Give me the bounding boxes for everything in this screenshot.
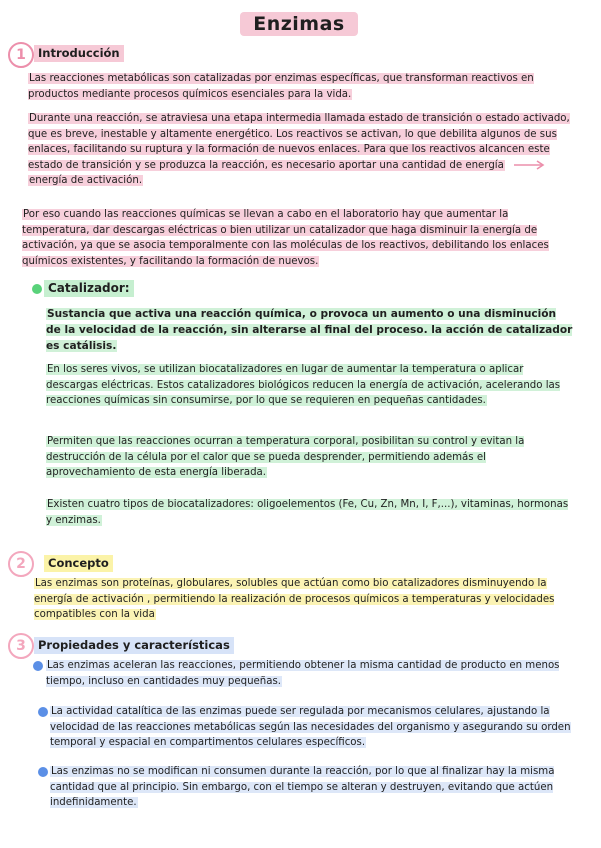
catalizador-paragraph-3-text: Permiten que las reacciones ocurran a temperatura corporal, posibilitan su control y evitan la destrucción de la célula por el calor que se pueda desprender, permitiendo además el aprovechamiento de esta energía liberada. (46, 436, 525, 478)
catalizador-definition (46, 306, 574, 354)
intro-paragraph-1 (28, 71, 576, 102)
intro-paragraph-1-text: Las reacciones metabólicas son catalizadas por enzimas específicas, que transforman reactivos en productos mediante procesos químicos esenciales para la vida. (28, 73, 534, 100)
catalizador-definition-text: Sustancia que activa una reacción química, o provoca un aumento o una disminución de la velocidad de la reacción, sin alterarse al final del proceso. la acción de catalizador es catálisis. (46, 308, 573, 352)
catalizador-paragraph-3 (46, 434, 574, 481)
propiedad-2 (50, 704, 578, 751)
catalizador-paragraph-4-text: Existen cuatro tipos de biocatalizadores: oligoelementos (Fe, Cu, Zn, Mn, I, F,...), vitaminas, hormonas y enzimas. (46, 499, 569, 526)
energia-activacion-term: energía de activación. (29, 175, 143, 186)
propiedad-3-bullet-icon (38, 767, 48, 777)
catalizador-heading: Catalizador: (44, 280, 134, 297)
intro-paragraph-2-text: Durante una reacción, se atraviesa una etapa intermedia llamada estado de transición o estado activado, que es breve, inestable y altamente energético. Los reactivos se activan, lo que debilita algunos de sus enlaces, facilitando su ruptura y la formación de nuevos enlaces. Para que los reactivos alcancen este estado de transición y se produzca la reacción, es necesario aportar una cantidad de energía (28, 113, 570, 171)
section-heading-introduccion: Introducción (34, 45, 124, 62)
section-number-1: 1 (8, 42, 34, 68)
section-number-3: 3 (8, 633, 34, 659)
propiedad-1-text: Las enzimas aceleran las reacciones, permitiendo obtener la misma cantidad de producto en menos tiempo, incluso en cantidades muy pequeñas. (46, 660, 560, 687)
intro-paragraph-3 (22, 207, 578, 269)
concepto-paragraph (34, 576, 574, 623)
catalizador-paragraph-4 (46, 497, 574, 528)
catalizador-paragraph-2-text: En los seres vivos, se utilizan biocatalizadores en lugar de aumentar la temperatura o aplicar descargas eléctricas. Estos catalizadores biológicos reducen la energía de activación, acelerando las reacciones químicas sin consumirse, por lo que se requieren en pequeñas cantidades. (46, 364, 561, 406)
section-number-2: 2 (8, 551, 34, 577)
propiedad-1-bullet-icon (33, 661, 43, 671)
page-title: Enzimas (240, 12, 358, 36)
propiedad-1 (46, 658, 574, 689)
section-heading-concepto: Concepto (44, 555, 113, 572)
intro-paragraph-2 (28, 111, 576, 189)
propiedad-2-text: La actividad catalítica de las enzimas puede ser regulada por mecanismos celulares, ajustando la velocidad de las reacciones metabólicas según las necesidades del organismo y asegurando su orden temporal y espacial en compartimentos celulares específicos. (50, 706, 571, 748)
concepto-paragraph-text: Las enzimas son proteínas, globulares, solubles que actúan como bio catalizadores disminuyendo la energía de activación , permitiendo la realización de procesos químicos a temperaturas y velocidades compatibles con la vida (34, 578, 555, 620)
propiedad-3-text: Las enzimas no se modifican ni consumen durante la reacción, por lo que al finalizar hay la misma cantidad que al principio. Sin embargo, con el tiempo se alteran y destruyen, evitando que actúen indefinidamente. (50, 766, 555, 808)
section-heading-propiedades: Propiedades y características (34, 637, 234, 654)
catalizador-paragraph-2 (46, 362, 574, 409)
intro-paragraph-3-text: Por eso cuando las reacciones químicas se llevan a cabo en el laboratorio hay que aumentar la temperatura, dar descargas eléctricas o bien utilizar un catalizador que haga disminuir la energía de activación, ya que se asocia temporalmente con las moléculas de los reactivos, debilitando los enlaces químicos existentes, y facilitando la formación de nuevos. (22, 209, 549, 267)
propiedad-2-bullet-icon (38, 707, 48, 717)
catalizador-bullet-icon (32, 284, 42, 294)
arrow-right-icon (513, 160, 547, 170)
propiedad-3 (50, 764, 578, 811)
